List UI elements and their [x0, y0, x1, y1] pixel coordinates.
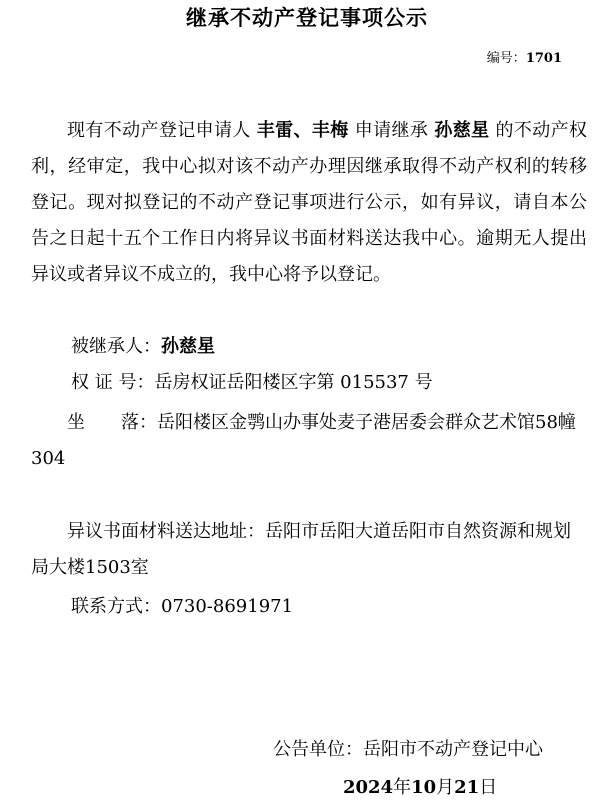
date-year-suffix: 年: [393, 777, 412, 798]
contact-label: 联系方式：: [71, 596, 161, 617]
body-text-3: 的不动产权利，经审定，我中心拟对该不动产办理因继承取得不动产权利的转移登记。现对拟登记的不动产登记事项进行公示，如有异议，请自本公告之日起十五个工作日内将异议书面材料送达我中心。逾期无人提出异议或者异议不成立的，我中心将予以登记。: [31, 120, 588, 285]
issue-date: [343, 770, 497, 806]
applicant-names: 丰雷、丰梅: [256, 120, 349, 141]
date-year: 2024: [343, 777, 394, 798]
decedent-field: [71, 329, 215, 365]
date-month-suffix: 月: [436, 777, 455, 798]
address-field: [31, 514, 587, 586]
date-day: 21: [454, 777, 480, 798]
cert-value: 岳房权证岳阳楼区字第 015537 号: [154, 372, 433, 393]
cert-label: 权 证 号：: [71, 372, 155, 393]
location-value: 岳阳楼区金鹗山办事处麦子港居委会群众艺术馆58幢304: [31, 412, 576, 469]
date-day-suffix: 日: [479, 777, 498, 798]
document-number: [487, 47, 562, 66]
address-label: 异议书面材料送达地址：: [67, 521, 265, 542]
certificate-field: [71, 365, 433, 401]
doc-no-label: 编号：: [486, 51, 526, 66]
decedent-name: 孙慈星: [434, 120, 490, 141]
date-month: 10: [411, 777, 437, 798]
contact-value: 0730-8691971: [161, 596, 294, 617]
notice-title: 继承不动产登记事项公示: [186, 6, 428, 30]
contact-field: [71, 589, 293, 625]
decedent-value: 孙慈星: [161, 336, 215, 357]
unit-label: 公告单位：: [273, 739, 363, 760]
decedent-label: 被继承人：: [71, 336, 161, 357]
address-value: 岳阳市岳阳大道岳阳市自然资源和规划局大楼1503室: [31, 521, 571, 578]
location-label: 坐 落：: [67, 412, 157, 433]
body-text-2: 申请继承: [348, 120, 435, 141]
notice-body: [31, 113, 587, 293]
unit-value: 岳阳市不动产登记中心: [363, 739, 543, 760]
doc-no-value: 1701: [525, 51, 562, 66]
location-field: [31, 405, 587, 477]
body-text-1: 现有不动产登记申请人: [67, 120, 257, 141]
issuing-unit: [273, 732, 543, 768]
